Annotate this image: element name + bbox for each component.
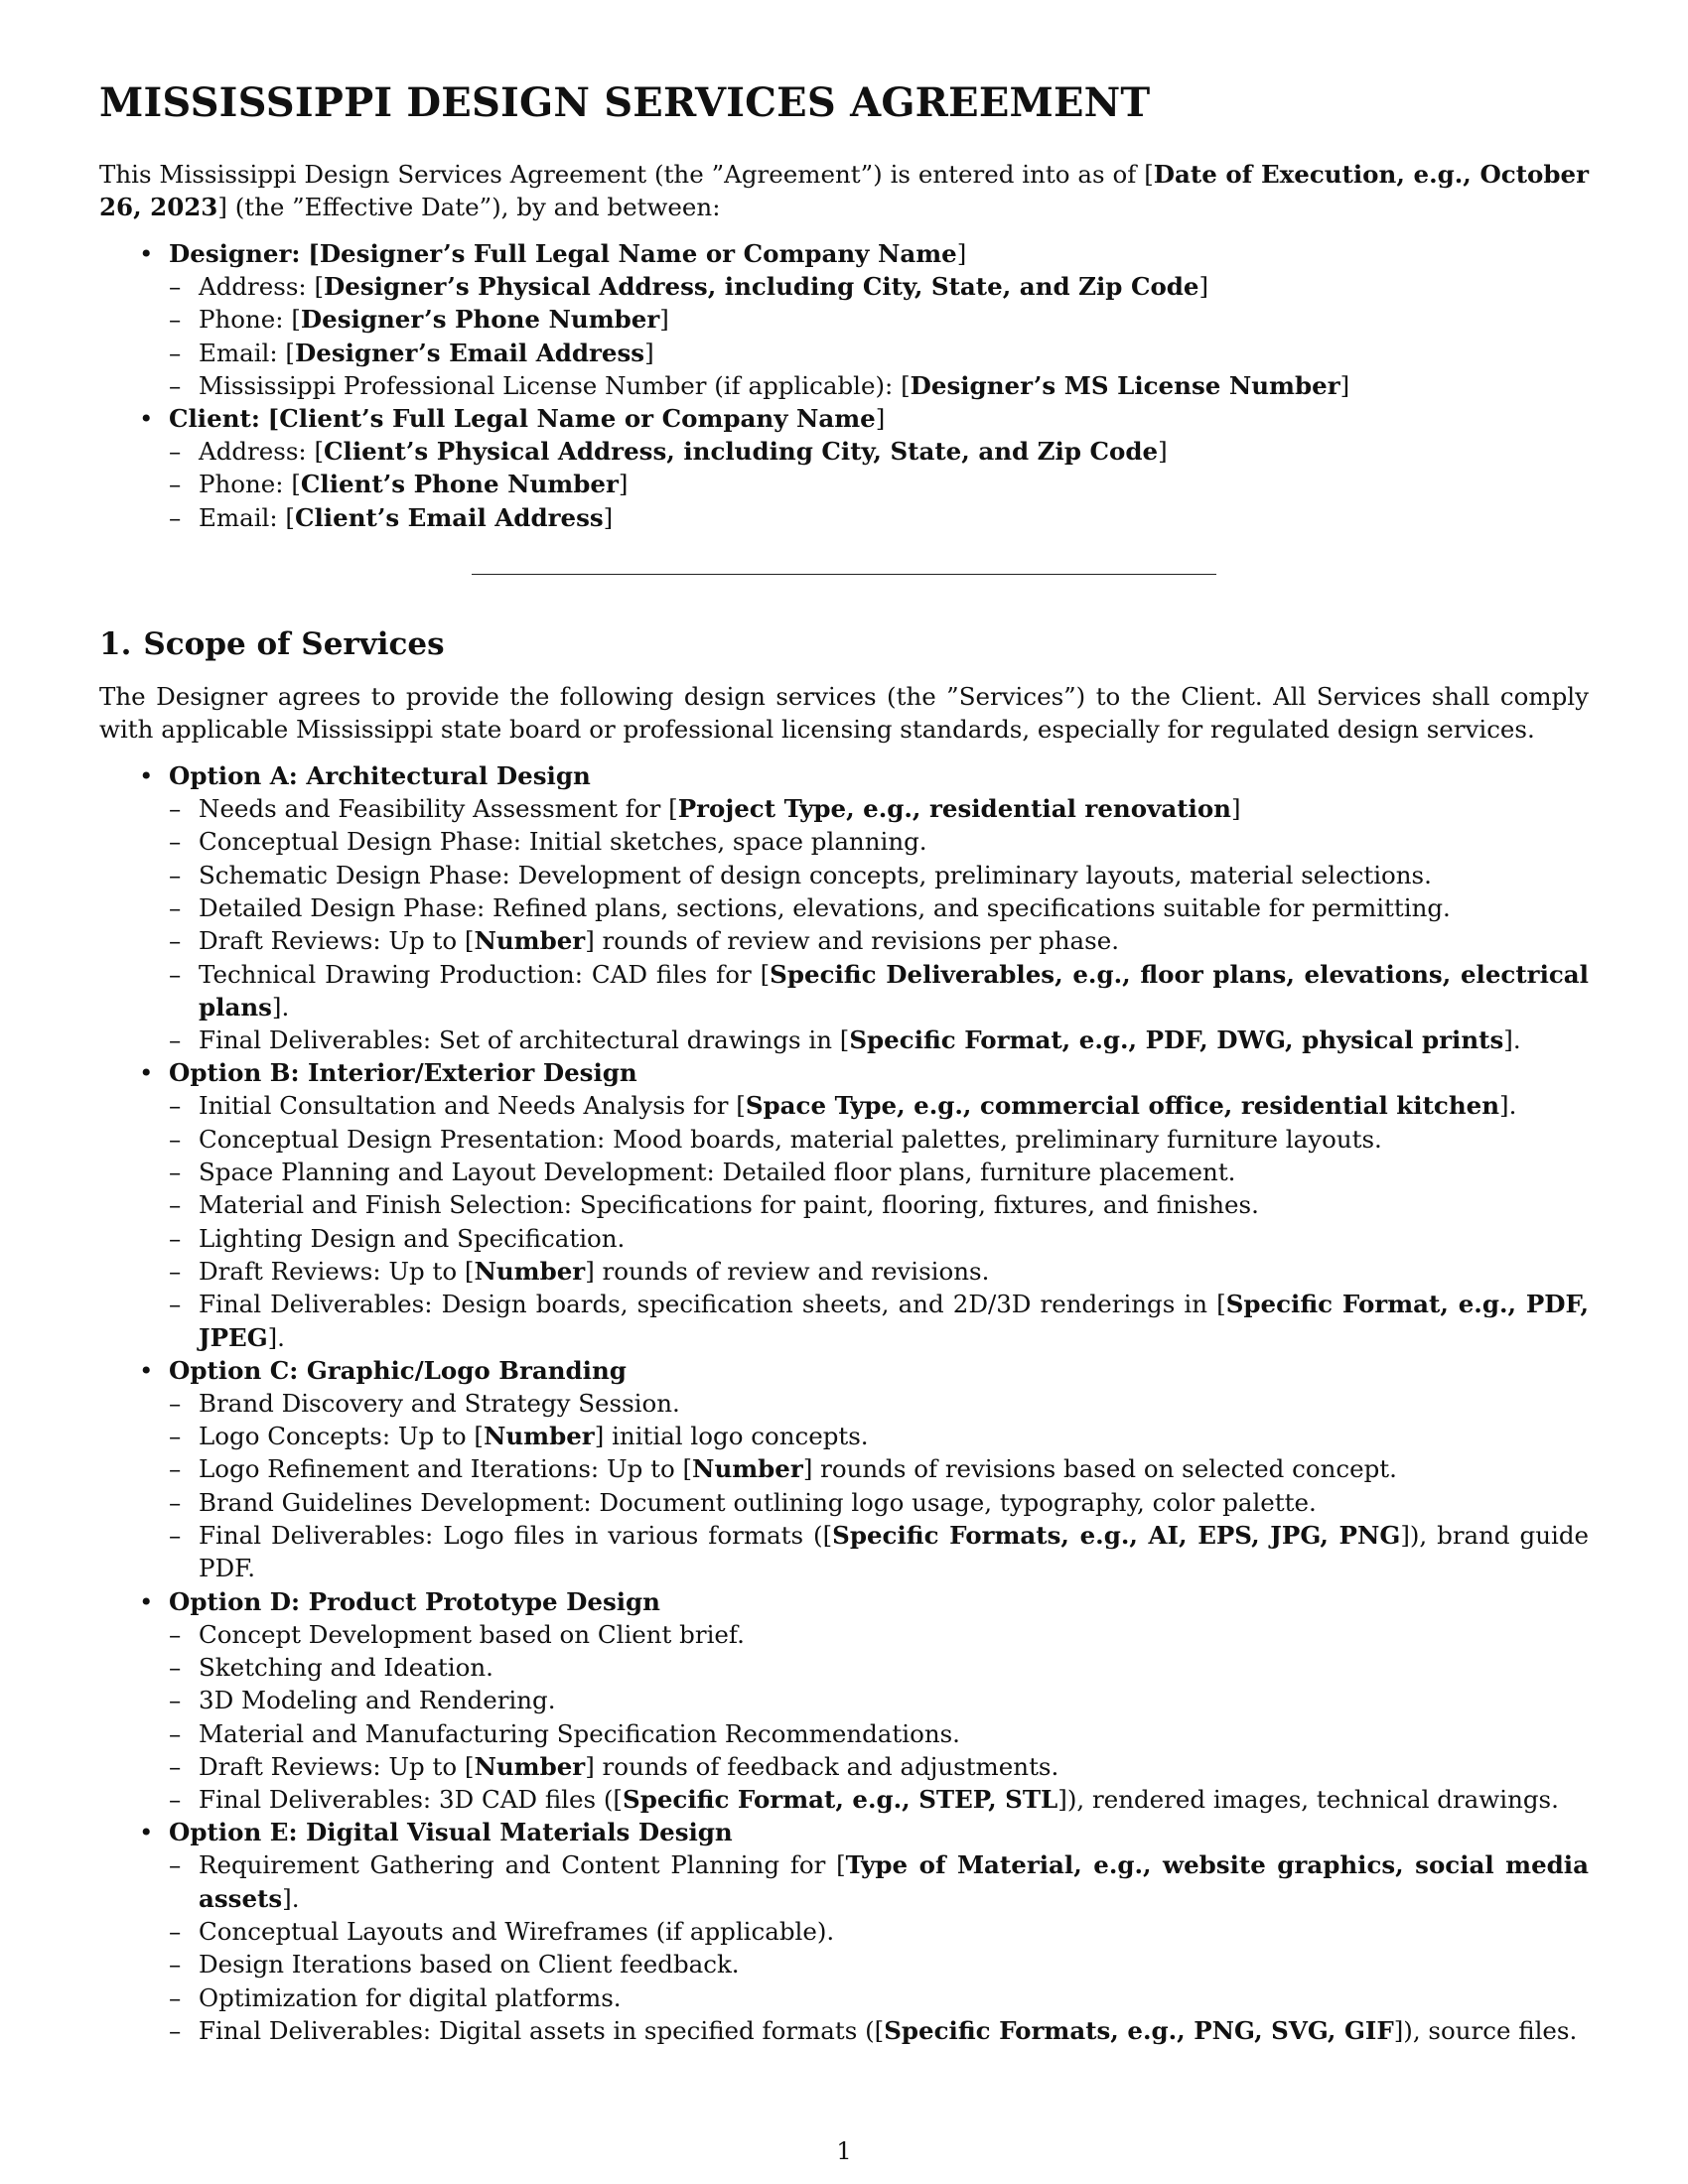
detail-value: Designer’s MS License Number bbox=[910, 370, 1340, 400]
item-text: Space Planning and Layout Development: Detailed floor plans, furniture placement. bbox=[199, 1158, 1236, 1187]
detail-label: Email: [ bbox=[199, 502, 295, 532]
party-detail-item bbox=[169, 337, 1589, 369]
option-subitem bbox=[169, 1188, 1589, 1221]
party-name: Designer’s Full Legal Name or Company Name bbox=[319, 239, 957, 268]
party-detail-item bbox=[169, 270, 1589, 303]
item-text: ] rounds of review and revisions. bbox=[585, 1256, 990, 1286]
dash-icon: – bbox=[169, 794, 182, 824]
item-text: Logo Concepts: Up to [ bbox=[199, 1422, 484, 1451]
dash-icon: – bbox=[169, 1950, 182, 1979]
item-text: Initial Consultation and Needs Analysis for [ bbox=[199, 1091, 746, 1121]
detail-value: Client’s Phone Number bbox=[300, 470, 619, 499]
item-text: Final Deliverables: 3D CAD files ([ bbox=[199, 1785, 623, 1815]
option-subitem bbox=[169, 1915, 1589, 1948]
option-subitem bbox=[169, 1981, 1589, 2014]
option-subitem bbox=[169, 1848, 1589, 1915]
option-subitem bbox=[169, 1123, 1589, 1156]
document-title: MISSISSIPPI DESIGN SERVICES AGREEMENT bbox=[99, 79, 1151, 126]
dash-icon: – bbox=[169, 1751, 182, 1781]
document-page bbox=[99, 79, 1589, 2047]
bullet-icon: • bbox=[139, 1818, 154, 1847]
item-text: Draft Reviews: Up to [ bbox=[199, 1256, 475, 1286]
party-item bbox=[99, 237, 1589, 402]
item-text: ]. bbox=[1499, 1091, 1517, 1121]
option-subitem bbox=[169, 1750, 1589, 1783]
item-text: Detailed Design Phase: Refined plans, sections, elevations, and specifications suitable for permitting. bbox=[199, 892, 1451, 922]
placeholder-text: Specific Formats, e.g., PNG, SVG, GIF bbox=[884, 2015, 1394, 2045]
option-subitem bbox=[169, 1288, 1589, 1354]
detail-value: Designer’s Physical Address, including City, State, and Zip Code bbox=[324, 272, 1199, 301]
item-text: Draft Reviews: Up to [ bbox=[199, 1751, 475, 1781]
placeholder-text: Specific Format, e.g., PDF, DWG, physical prints bbox=[849, 1025, 1504, 1055]
option-title: Option B: Interior/Exterior Design bbox=[169, 1058, 637, 1088]
item-text: ] rounds of revisions based on selected concept. bbox=[802, 1454, 1397, 1484]
placeholder-text: Specific Deliverables, e.g., floor plans, elevations, electrical plans bbox=[199, 959, 1589, 1022]
item-text: Final Deliverables: Logo files in various formats ([ bbox=[199, 1521, 833, 1551]
bullet-icon: • bbox=[139, 239, 154, 268]
party-item bbox=[99, 402, 1589, 534]
option-subitems bbox=[169, 1089, 1589, 1353]
item-text: Needs and Feasibility Assessment for [ bbox=[199, 794, 678, 824]
item-text: Logo Refinement and Iterations: Up to [ bbox=[199, 1454, 693, 1484]
dash-icon: – bbox=[169, 1025, 182, 1055]
option-subitem bbox=[169, 1618, 1589, 1651]
party-name-bracket-close: ] bbox=[956, 239, 967, 268]
option-subitems bbox=[169, 1618, 1589, 1817]
intro-paragraph bbox=[99, 158, 1589, 223]
placeholder-text: Specific Format, e.g., STEP, STL bbox=[623, 1785, 1058, 1815]
option-subitem bbox=[169, 891, 1589, 924]
dash-icon: – bbox=[169, 1521, 182, 1551]
option-subitem bbox=[169, 1222, 1589, 1255]
option-subitem bbox=[169, 859, 1589, 891]
bullet-icon: • bbox=[139, 1058, 154, 1088]
dash-icon: – bbox=[169, 1718, 182, 1748]
placeholder-text: Number bbox=[692, 1454, 803, 1484]
dash-icon: – bbox=[169, 2015, 182, 2045]
dash-icon: – bbox=[169, 1652, 182, 1682]
item-text: ] rounds of feedback and adjustments. bbox=[585, 1751, 1059, 1781]
horizontal-rule bbox=[472, 574, 1216, 575]
item-text: Optimization for digital platforms. bbox=[199, 1982, 622, 2012]
dash-icon: – bbox=[169, 502, 182, 532]
detail-label: Address: [ bbox=[199, 272, 325, 301]
option-subitem bbox=[169, 1519, 1589, 1585]
option-subitem bbox=[169, 1486, 1589, 1519]
dash-icon: – bbox=[169, 1388, 182, 1418]
dash-icon: – bbox=[169, 272, 182, 301]
effective-date-placeholder: Date of Execution, e.g., October 26, 2023 bbox=[99, 160, 1589, 221]
option-subitem bbox=[169, 1783, 1589, 1816]
option-subitem bbox=[169, 1387, 1589, 1420]
detail-bracket-close: ] bbox=[644, 338, 654, 367]
dash-icon: – bbox=[169, 926, 182, 956]
party-details bbox=[169, 435, 1589, 534]
option-subitem bbox=[169, 1948, 1589, 1980]
item-text: ] initial logo concepts. bbox=[594, 1422, 869, 1451]
option-subitem bbox=[169, 1452, 1589, 1485]
party-name-bracket-close: ] bbox=[875, 404, 886, 434]
item-text: Brand Discovery and Strategy Session. bbox=[199, 1388, 680, 1418]
option-subitem bbox=[169, 1156, 1589, 1188]
option-subitem bbox=[169, 1684, 1589, 1716]
dash-icon: – bbox=[169, 1422, 182, 1451]
option-subitem bbox=[169, 1420, 1589, 1452]
option-item bbox=[99, 1816, 1589, 2047]
bullet-icon: • bbox=[139, 1355, 154, 1385]
option-subitem bbox=[169, 1717, 1589, 1750]
item-text: Lighting Design and Specification. bbox=[199, 1223, 626, 1253]
item-text: ] bbox=[1230, 794, 1241, 824]
option-subitem bbox=[169, 2014, 1589, 2047]
item-text: Final Deliverables: Set of architectural drawings in [ bbox=[199, 1025, 850, 1055]
option-subitems bbox=[169, 1387, 1589, 1585]
dash-icon: – bbox=[169, 1686, 182, 1715]
dash-icon: – bbox=[169, 860, 182, 889]
section-heading bbox=[99, 626, 1589, 662]
item-text: ]), source files. bbox=[1393, 2015, 1578, 2045]
placeholder-text: Number bbox=[474, 1751, 586, 1781]
item-text: ]), brand guide PDF. bbox=[199, 1521, 1589, 1583]
option-title: Option A: Architectural Design bbox=[169, 761, 591, 791]
option-subitem bbox=[169, 1024, 1589, 1056]
party-role: Client: bbox=[169, 404, 260, 434]
dash-icon: – bbox=[169, 827, 182, 857]
dash-icon: – bbox=[169, 305, 182, 335]
dash-icon: – bbox=[169, 1256, 182, 1286]
bullet-icon: • bbox=[139, 404, 154, 434]
placeholder-text: Type of Material, e.g., website graphics, social media assets bbox=[199, 1850, 1589, 1913]
item-text: Concept Development based on Client brief. bbox=[199, 1619, 745, 1649]
bullet-icon: • bbox=[139, 1586, 154, 1616]
item-text: Material and Manufacturing Specification Recommendations. bbox=[199, 1718, 960, 1748]
placeholder-text: Project Type, e.g., residential renovation bbox=[677, 794, 1231, 824]
dash-icon: – bbox=[169, 1091, 182, 1121]
party-detail-item bbox=[169, 435, 1589, 468]
option-subitem bbox=[169, 1089, 1589, 1122]
detail-value: Designer’s Phone Number bbox=[300, 305, 660, 335]
intro-text: This Mississippi Design Services Agreement (the ”Agreement”) is entered into as of [ bbox=[99, 160, 1154, 189]
section-number: 1. bbox=[99, 626, 132, 663]
option-title: Option C: Graphic/Logo Branding bbox=[169, 1355, 627, 1385]
item-text: Sketching and Ideation. bbox=[199, 1652, 493, 1682]
item-text: Technical Drawing Production: CAD files for [ bbox=[199, 959, 771, 989]
option-subitems bbox=[169, 792, 1589, 1056]
option-item bbox=[99, 1056, 1589, 1353]
item-text: ] rounds of review and revisions per phase. bbox=[585, 926, 1120, 956]
placeholder-text: Space Type, e.g., commercial office, residential kitchen bbox=[745, 1091, 1500, 1121]
detail-value: Client’s Physical Address, including City, State, and Zip Code bbox=[324, 437, 1159, 467]
detail-value: Client’s Email Address bbox=[295, 502, 604, 532]
dash-icon: – bbox=[169, 1190, 182, 1220]
parties-list bbox=[99, 237, 1589, 534]
page-number: 1 bbox=[836, 2137, 852, 2165]
item-text: ]. bbox=[271, 992, 290, 1022]
detail-label: Phone: [ bbox=[199, 305, 301, 335]
item-text: 3D Modeling and Rendering. bbox=[199, 1686, 556, 1715]
party-role: Designer: bbox=[169, 239, 301, 268]
party-detail-item bbox=[169, 501, 1589, 534]
placeholder-text: Number bbox=[474, 1256, 586, 1286]
dash-icon: – bbox=[169, 1850, 182, 1880]
option-item bbox=[99, 1354, 1589, 1585]
dash-icon: – bbox=[169, 892, 182, 922]
detail-label: Email: [ bbox=[199, 338, 295, 367]
item-text: Requirement Gathering and Content Planning for [ bbox=[199, 1850, 846, 1880]
dash-icon: – bbox=[169, 470, 182, 499]
item-text: ]), rendered images, technical drawings. bbox=[1057, 1785, 1559, 1815]
detail-label: Phone: [ bbox=[199, 470, 301, 499]
detail-bracket-close: ] bbox=[618, 470, 629, 499]
item-text: Conceptual Design Presentation: Mood boards, material palettes, preliminary furniture layouts. bbox=[199, 1124, 1382, 1154]
placeholder-text: Number bbox=[483, 1422, 595, 1451]
placeholder-text: Specific Format, e.g., PDF, JPEG bbox=[199, 1290, 1589, 1352]
dash-icon: – bbox=[169, 1487, 182, 1517]
dash-icon: – bbox=[169, 1223, 182, 1253]
detail-bracket-close: ] bbox=[659, 305, 669, 335]
item-text: Schematic Design Phase: Development of design concepts, preliminary layouts, material selections. bbox=[199, 860, 1432, 889]
dash-icon: – bbox=[169, 338, 182, 367]
option-subitem bbox=[169, 924, 1589, 957]
option-subitem bbox=[169, 958, 1589, 1024]
options-list bbox=[99, 759, 1589, 2047]
party-detail-item bbox=[169, 468, 1589, 500]
option-item bbox=[99, 759, 1589, 1056]
option-subitem bbox=[169, 1651, 1589, 1684]
option-item bbox=[99, 1585, 1589, 1817]
item-text: ]. bbox=[1503, 1025, 1521, 1055]
item-text: Final Deliverables: Design boards, specification sheets, and 2D/3D renderings in [ bbox=[199, 1290, 1226, 1319]
party-name-bracket-open: [ bbox=[267, 404, 280, 434]
dash-icon: – bbox=[169, 437, 182, 467]
option-title: Option E: Digital Visual Materials Design bbox=[169, 1818, 733, 1847]
dash-icon: – bbox=[169, 1916, 182, 1946]
party-name-bracket-open: [ bbox=[308, 239, 320, 268]
item-text: Conceptual Layouts and Wireframes (if applicable). bbox=[199, 1916, 835, 1946]
detail-bracket-close: ] bbox=[1339, 370, 1350, 400]
detail-bracket-close: ] bbox=[1198, 272, 1209, 301]
dash-icon: – bbox=[169, 1982, 182, 2012]
bullet-icon: • bbox=[139, 761, 154, 791]
detail-bracket-close: ] bbox=[1158, 437, 1168, 467]
dash-icon: – bbox=[169, 959, 182, 989]
dash-icon: – bbox=[169, 370, 182, 400]
item-text: Design Iterations based on Client feedback. bbox=[199, 1950, 740, 1979]
option-subitem bbox=[169, 792, 1589, 825]
option-subitems bbox=[169, 1848, 1589, 2047]
dash-icon: – bbox=[169, 1290, 182, 1319]
intro-text-end: ] (the ”Effective Date”), by and between: bbox=[217, 193, 721, 221]
placeholder-text: Number bbox=[474, 926, 586, 956]
option-subitem bbox=[169, 825, 1589, 858]
item-text: ]. bbox=[267, 1322, 285, 1352]
detail-label: Mississippi Professional License Number (if applicable): [ bbox=[199, 370, 911, 400]
dash-icon: – bbox=[169, 1454, 182, 1484]
dash-icon: – bbox=[169, 1158, 182, 1187]
detail-label: Address: [ bbox=[199, 437, 325, 467]
party-detail-item bbox=[169, 303, 1589, 336]
placeholder-text: Specific Formats, e.g., AI, EPS, JPG, PNG bbox=[832, 1521, 1401, 1551]
item-text: Final Deliverables: Digital assets in specified formats ([ bbox=[199, 2015, 885, 2045]
detail-value: Designer’s Email Address bbox=[295, 338, 645, 367]
item-text: Conceptual Design Phase: Initial sketches, space planning. bbox=[199, 827, 927, 857]
item-text: Material and Finish Selection: Specifications for paint, flooring, fixtures, and finishes. bbox=[199, 1190, 1259, 1220]
detail-bracket-close: ] bbox=[603, 502, 614, 532]
dash-icon: – bbox=[169, 1785, 182, 1815]
item-text: Brand Guidelines Development: Document outlining logo usage, typography, color palette. bbox=[199, 1487, 1317, 1517]
section-title: Scope of Services bbox=[143, 626, 445, 663]
section-intro: The Designer agrees to provide the following design services (the ”Services”) to the Client. All Services shall comply with applicable Mississippi state board or professional licensing standards, especially for regulated design services. bbox=[99, 682, 1589, 745]
option-title: Option D: Product Prototype Design bbox=[169, 1586, 660, 1616]
item-text: Draft Reviews: Up to [ bbox=[199, 926, 475, 956]
option-subitem bbox=[169, 1255, 1589, 1288]
party-detail-item bbox=[169, 369, 1589, 402]
item-text: ]. bbox=[282, 1883, 300, 1913]
dash-icon: – bbox=[169, 1619, 182, 1649]
party-details bbox=[169, 270, 1589, 402]
dash-icon: – bbox=[169, 1124, 182, 1154]
party-name: Client’s Full Legal Name or Company Name bbox=[279, 404, 876, 434]
